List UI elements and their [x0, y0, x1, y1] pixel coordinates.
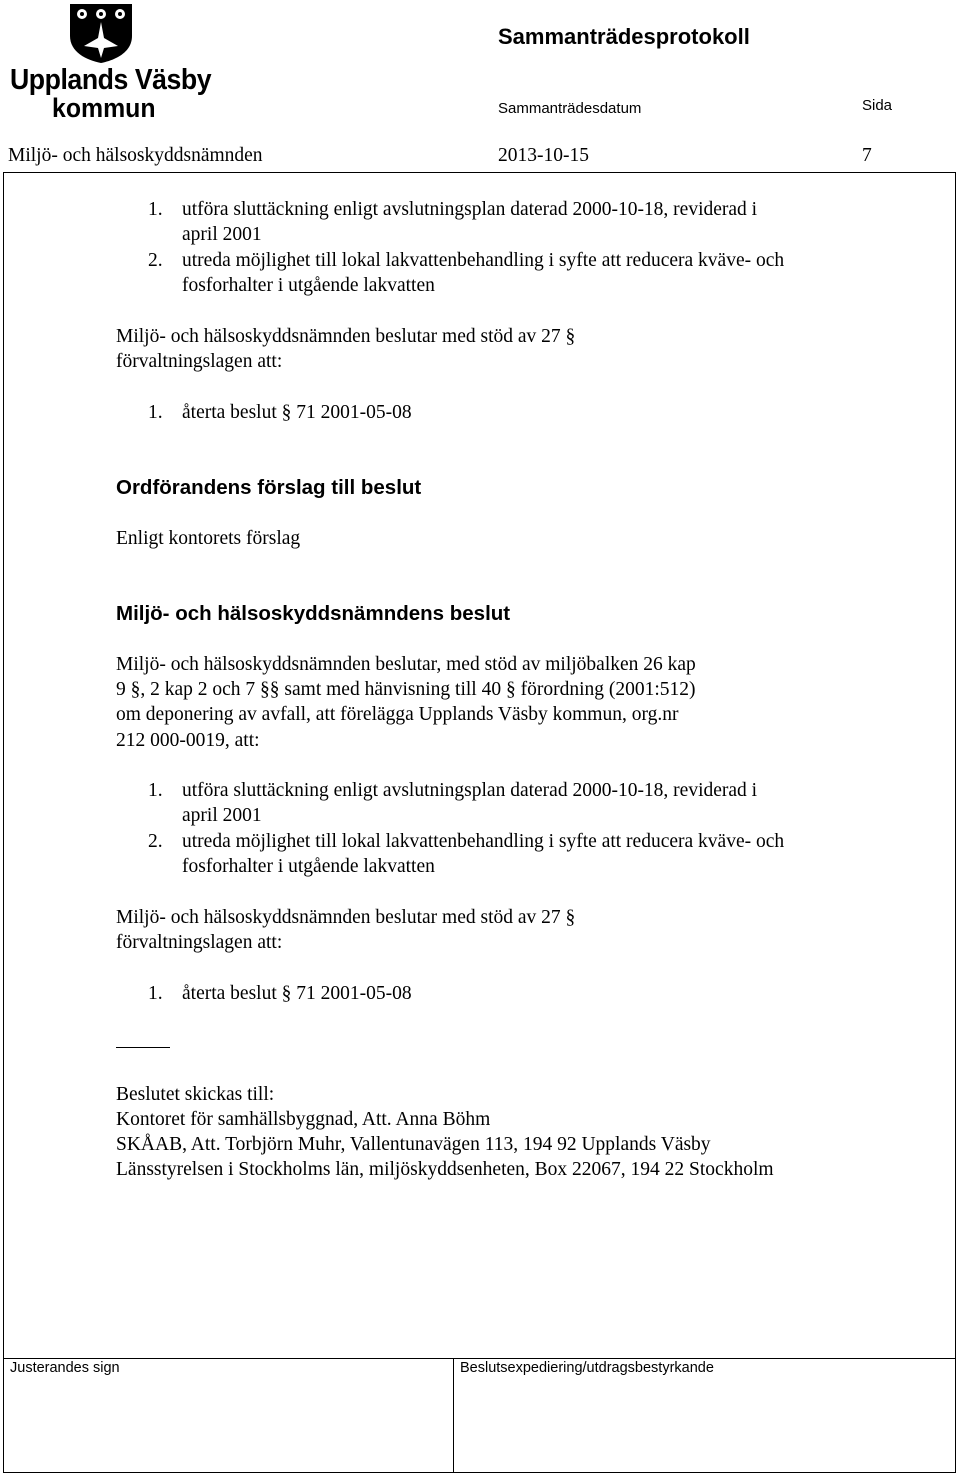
frame-right: [955, 172, 956, 1473]
chair-proposal-text: Enligt kontorets förslag: [116, 528, 301, 549]
sent-to-label: Beslutet skickas till:: [116, 1084, 275, 1105]
list-item-text: april 2001: [182, 224, 262, 245]
list-item-text: fosforhalter i utgående lakvatten: [182, 275, 435, 296]
logo-text-line1: Upplands Väsby: [10, 64, 212, 96]
recipient: Kontoret för samhällsbyggnad, Att. Anna Böhm: [116, 1109, 491, 1130]
paragraph-line: 212 000-0019, att:: [116, 730, 260, 751]
recipient: Länsstyrelsen i Stockholms län, miljöskyddsenheten, Box 22067, 194 22 Stockholm: [116, 1159, 774, 1180]
header-divider: [3, 172, 956, 173]
page-label: Sida: [862, 97, 893, 114]
page-bottom-border: [3, 1472, 956, 1473]
page-number: 7: [862, 145, 872, 166]
footer-divider: [3, 1358, 956, 1359]
footer-column-divider: [453, 1358, 454, 1473]
list-number: 2.: [148, 250, 163, 271]
list-item-text: utföra sluttäckning enligt avslutningsplan daterad 2000-10-18, reviderad i: [182, 199, 758, 220]
meeting-date: 2013-10-15: [498, 145, 589, 166]
list-number: 1.: [148, 402, 163, 423]
recipient: SKÅAB, Att. Torbjörn Muhr, Vallentunavägen 113, 194 92 Upplands Väsby: [116, 1134, 711, 1155]
decision-heading: Miljö- och hälsoskyddsnämndens beslut: [116, 602, 511, 625]
list-item-text: återta beslut § 71 2001-05-08: [182, 983, 412, 1004]
list-number: 1.: [148, 199, 163, 220]
paragraph-line: Miljö- och hälsoskyddsnämnden beslutar, med stöd av miljöbalken 26 kap: [116, 654, 696, 675]
list-number: 2.: [148, 831, 163, 852]
paragraph-line: 9 §, 2 kap 2 och 7 §§ samt med hänvisning till 40 § förordning (2001:512): [116, 679, 696, 700]
list-item-text: fosforhalter i utgående lakvatten: [182, 856, 435, 877]
chair-proposal-heading: Ordförandens förslag till beslut: [116, 476, 422, 499]
list-number: 1.: [148, 983, 163, 1004]
section-separator: [116, 1047, 170, 1048]
dispatch-label: Beslutsexpediering/utdragsbestyrkande: [460, 1360, 714, 1376]
paragraph-line: förvaltningslagen att:: [116, 351, 283, 372]
meeting-date-label: Sammanträdesdatum: [498, 100, 642, 117]
municipality-logo: [10, 2, 212, 124]
list-number: 1.: [148, 780, 163, 801]
committee-name: Miljö- och hälsoskyddsnämnden: [8, 145, 263, 166]
list-item-text: utföra sluttäckning enligt avslutningsplan daterad 2000-10-18, reviderad i: [182, 780, 758, 801]
list-item-text: april 2001: [182, 805, 262, 826]
list-item-text: återta beslut § 71 2001-05-08: [182, 402, 412, 423]
signature-label: Justerandes sign: [10, 1360, 120, 1376]
list-item-text: utreda möjlighet till lokal lakvattenbehandling i syfte att reducera kväve- och: [182, 250, 785, 271]
list-item-text: utreda möjlighet till lokal lakvattenbehandling i syfte att reducera kväve- och: [182, 831, 785, 852]
paragraph-line: Miljö- och hälsoskyddsnämnden beslutar med stöd av 27 §: [116, 907, 576, 928]
paragraph-line: Miljö- och hälsoskyddsnämnden beslutar med stöd av 27 §: [116, 326, 576, 347]
logo-text-line2: kommun: [52, 93, 156, 123]
frame-left: [3, 172, 4, 1473]
document-type: Sammanträdesprotokoll: [498, 24, 750, 49]
coat-of-arms-icon: [68, 2, 134, 64]
paragraph-line: förvaltningslagen att:: [116, 932, 283, 953]
paragraph-line: om deponering av avfall, att förelägga Upplands Väsby kommun, org.nr: [116, 704, 679, 725]
